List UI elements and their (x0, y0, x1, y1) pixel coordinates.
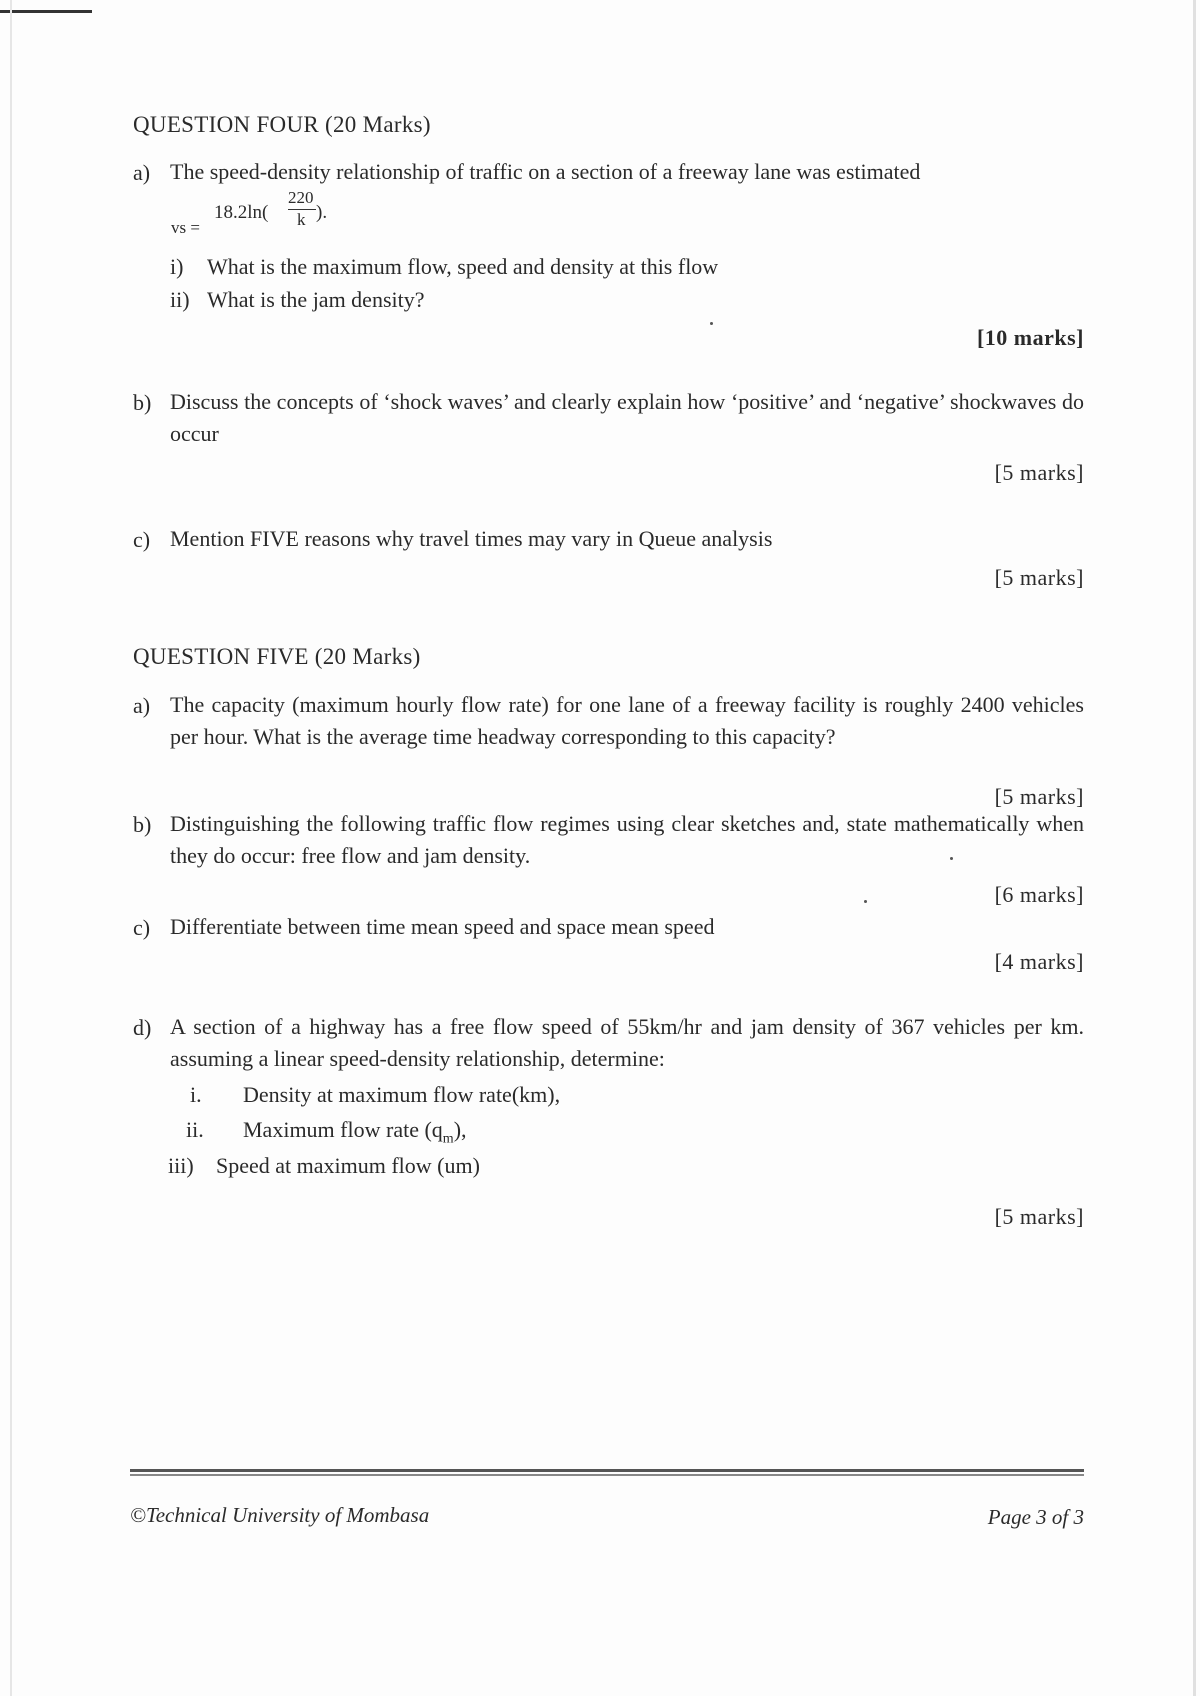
footer-copyright: ©Technical University of Mombasa (130, 1503, 430, 1527)
q5b-text: Distinguishing the following traffic flow regimes using clear sketches and, state mathematically when they do occur: free flow and jam density. (170, 811, 1084, 868)
q4c-label: c) (133, 527, 151, 552)
q4a-i-text: What is the maximum flow, speed and density at this flow (207, 254, 719, 279)
q5c-text: Differentiate between time mean speed and space mean speed (170, 914, 715, 939)
q4a-ii-text: What is the jam density? (207, 287, 425, 312)
q5c-marks: [4 marks] (994, 949, 1084, 974)
question-four-heading: QUESTION FOUR (20 Marks) (133, 112, 431, 137)
q5d-ii-text-post: ), (453, 1117, 467, 1142)
formula-lhs: vs = (171, 218, 200, 237)
formula-coefficient: 18.2ln( (214, 202, 269, 223)
speed-density-formula (168, 188, 368, 238)
q5d-ii-label: ii. (186, 1117, 204, 1142)
q5d-ii-text-pre: Maximum flow rate (q (243, 1117, 443, 1142)
q5d-iii-label: iii) (168, 1153, 194, 1178)
q4a-label: a) (133, 160, 151, 185)
formula-numerator: 220 (288, 188, 314, 207)
q4b-marks: [5 marks] (994, 460, 1084, 485)
q5d-ii-subscript: m (442, 1131, 454, 1147)
q5b-label: b) (133, 812, 152, 837)
q4a-ii-label: ii) (170, 287, 190, 312)
footer-rule (130, 1474, 1084, 1476)
footer-rule (130, 1469, 1084, 1472)
q5c-label: c) (133, 915, 151, 940)
scan-speck (864, 900, 867, 903)
q5a-text: The capacity (maximum hourly flow rate) for one lane of a freeway facility is roughly 2400 vehicles per hour. What is the average time headway corresponding to this capacity? (170, 692, 1084, 749)
scan-edge-shadow (1193, 0, 1196, 1696)
formula-close: ). (316, 202, 328, 223)
q4c-text: Mention FIVE reasons why travel times may vary in Queue analysis (170, 526, 773, 551)
scan-edge-shadow (10, 0, 12, 1696)
scan-speck (710, 322, 713, 325)
q5d-label: d) (133, 1015, 152, 1040)
q4c-marks: [5 marks] (994, 565, 1084, 590)
scan-edge-mark (0, 10, 92, 13)
footer-page-number: Page 3 of 3 (987, 1505, 1084, 1529)
q5d-iii-text: Speed at maximum flow (um) (216, 1153, 480, 1178)
q4a-text: The speed-density relationship of traffic on a section of a freeway lane was estimated (170, 159, 921, 184)
q5a-marks: [5 marks] (994, 784, 1084, 809)
q5b-marks: [6 marks] (994, 882, 1084, 907)
q5d-text: A section of a highway has a free flow speed of 55km/hr and jam density of 367 vehicles per km. assuming a linear speed-density relationship, determine: (170, 1014, 1084, 1071)
q5a-label: a) (133, 693, 151, 718)
question-five-heading: QUESTION FIVE (20 Marks) (133, 644, 421, 669)
q4b-label: b) (133, 390, 152, 415)
q5d-ii-text (243, 1117, 467, 1147)
q4b-text: Discuss the concepts of ‘shock waves’ and clearly explain how ‘positive’ and ‘negative’ shockwaves do occur (170, 389, 1084, 446)
q4a-marks: [10 marks] (976, 325, 1084, 350)
q4a-i-label: i) (170, 254, 184, 279)
formula-denominator: k (297, 210, 306, 229)
q5d-i-text: Density at maximum flow rate(km), (243, 1082, 561, 1107)
q5d-i-label: i. (190, 1082, 202, 1107)
q5d-marks: [5 marks] (994, 1204, 1084, 1229)
